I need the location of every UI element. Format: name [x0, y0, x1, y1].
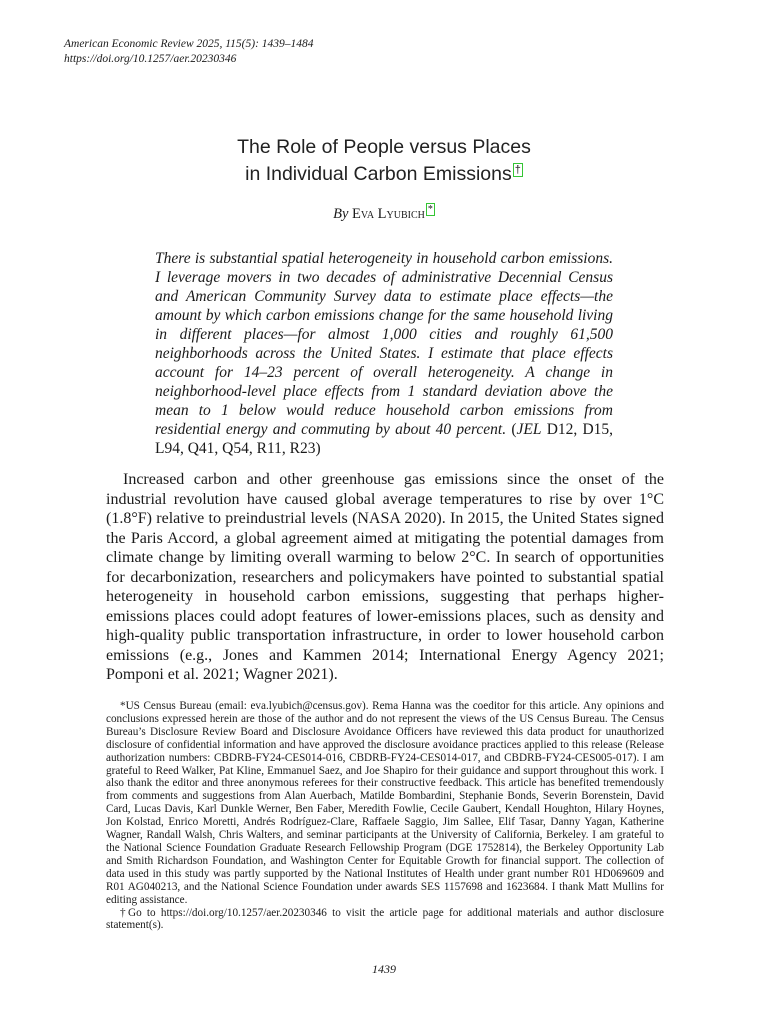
abstract-text: There is substantial spatial heterogeneity in household carbon emissions. I leverage movers in two decades of administrative Decennial Census and American Community Survey data to estimate place effects—the amount by which carbon emissions change for the same household living in different places—for almost 1,000 cities and roughly 61,500 neighborhoods across the United States. I estimate that place effects account for 14–23 percent of overall heterogeneity. A change in neighborhood-level place effects from 1 standard deviation above the mean to 1 below would reduce household carbon emissions from residential energy and commuting by about 40 percent. [155, 250, 613, 438]
page-number: 1439 [372, 962, 396, 976]
byline-prefix: By [333, 206, 349, 222]
byline [0, 204, 768, 224]
title-line-2 [0, 161, 768, 188]
title-footnote-link[interactable]: † [514, 163, 521, 176]
title-line-1: The Role of People versus Places [237, 136, 531, 158]
author-footnote: *US Census Bureau (email: eva.lyubich@census.gov). Rema Hanna was the coeditor for this article. Any opinions and conclusions expressed herein are those of the author and do not represent the views of the US Census Bureau. The Census Bureau’s Disclosure Review Board and Disclosure Avoidance Officers have reviewed this data product for unauthorized disclosure of confidential information and have approved the disclosure avoidance practices applied to this release (Release authorization numbers: CBDRB-FY24-CES014-016, CBDRB-FY24-CES014-017, and CBDRB-FY24-CES005-017). I am grateful to Reed Walker, Pat Kline, Emmanuel Saez, and Joe Shapiro for their guidance and support throughout this work. I also thank the editor and three anonymous referees for their constructive feedback. This article has benefited tremendously from comments and suggestions from Alan Auerbach, Matilde Bombardini, Stephanie Bonds, Severin Borenstein, David Card, Lucas Davis, Karl Dunkle Werner, Ben Faber, Meredith Fowlie, Cecile Gaubert, Kendall Houghton, Hilary Hoynes, Jon Kolstad, Enrico Moretti, Andrés Rodríguez-Clare, Raffaele Saggio, Jim Sallee, Elif Tasar, Danny Yagan, Katherine Wagner, Randall Walsh, Chris Walters, and seminar participants at the University of California, Berkeley. I am grateful to the National Science Foundation Graduate Research Fellowship Program (DGE 1752814), the Berkeley Opportunity Lab and Smith Richardson Foundation, and Washington Center for Equitable Growth for financial support. The collection of data used in this study was partly supported by the National Institutes of Health under grant number R01 HD069609 and R01 AG040213, and the National Science Foundation under awards SES 1157698 and 1623684. I thank Matt Mullins for editing assistance. [106, 700, 664, 906]
article-footnote: †Go to https://doi.org/10.1257/aer.20230346 to visit the article page for additional materials and author disclosure statement(s). [106, 906, 664, 932]
journal-doi: https://doi.org/10.1257/aer.20230346 [64, 53, 237, 65]
article-title [0, 134, 768, 188]
body-paragraph: Increased carbon and other greenhouse gas emissions since the onset of the industrial revolution have caused global average temperatures to rise by over 1°C (1.8°F) relative to preindustrial levels (NASA 2020). In 2015, the United States signed the Paris Accord, a global agreement aimed at mitigating the potential damages from climate change by limiting overall warming to below 2°C. In search of opportunities for decarbonization, researchers and policymakers have pointed to substantial spatial heterogeneity in household carbon emissions, suggesting that perhaps higher-emissions places could adopt features of lower-emissions places, such as density and high-quality public transportation infrastructure, in order to lower household carbon emissions (e.g., Jones and Kammen 2014; International Energy Agency 2021; Pomponi et al. 2021; Wagner 2021). [106, 471, 664, 683]
jel-open-paren: ( [511, 421, 517, 438]
author-footnote-link[interactable]: * [427, 204, 433, 216]
journal-header [64, 37, 314, 67]
author-name: Eva Lyubich [352, 206, 425, 222]
jel-label: JEL [516, 421, 542, 438]
abstract [155, 249, 613, 458]
footnotes [106, 700, 664, 932]
journal-citation: American Economic Review 2025, 115(5): 1439–1484 [64, 38, 314, 50]
jel-codes: D12, D15, L94, Q41, Q54, R11, R23) [155, 421, 614, 457]
title-line-2-text: in Individual Carbon Emissions [245, 163, 512, 185]
